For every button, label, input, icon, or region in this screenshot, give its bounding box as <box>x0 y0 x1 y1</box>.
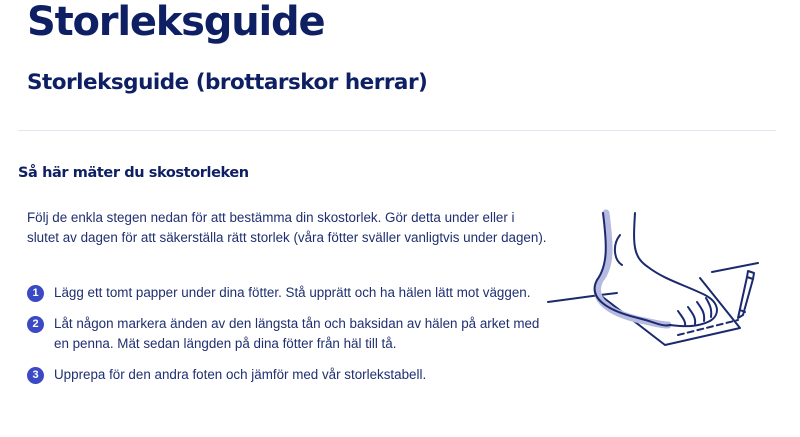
foot-measuring-illustration-icon <box>540 205 780 355</box>
step-text: Upprepa för den andra foten och jämför med vår storlekstabell. <box>54 367 427 382</box>
step-item <box>27 365 547 385</box>
step-item <box>27 283 547 303</box>
section-divider <box>18 130 776 131</box>
step-number-badge: 2 <box>27 316 44 333</box>
page-title: Storleksguide <box>27 0 325 45</box>
measure-heading: Så här mäter du skostorleken <box>18 165 249 181</box>
measure-steps <box>27 283 547 396</box>
step-text: Lägg ett tomt papper under dina fötter. Stå upprätt och ha hälen lätt mot väggen. <box>54 285 531 300</box>
page-subtitle: Storleksguide (brottarskor herrar) <box>27 70 428 95</box>
step-text: Låt någon markera änden av den längsta tån och baksidan av hälen på arket med en penna. Mät sedan längden på dina fötter från häl till tå. <box>54 316 540 351</box>
step-number-badge: 3 <box>27 367 44 384</box>
measure-intro: Följ de enkla stegen nedan för att bestämma din skostorlek. Gör detta under eller i slutet av dagen för att säkerställa rätt storlek (våra fötter sväller vanligtvis under dagen). <box>27 210 547 245</box>
step-item <box>27 314 547 354</box>
step-number-badge: 1 <box>27 285 44 302</box>
